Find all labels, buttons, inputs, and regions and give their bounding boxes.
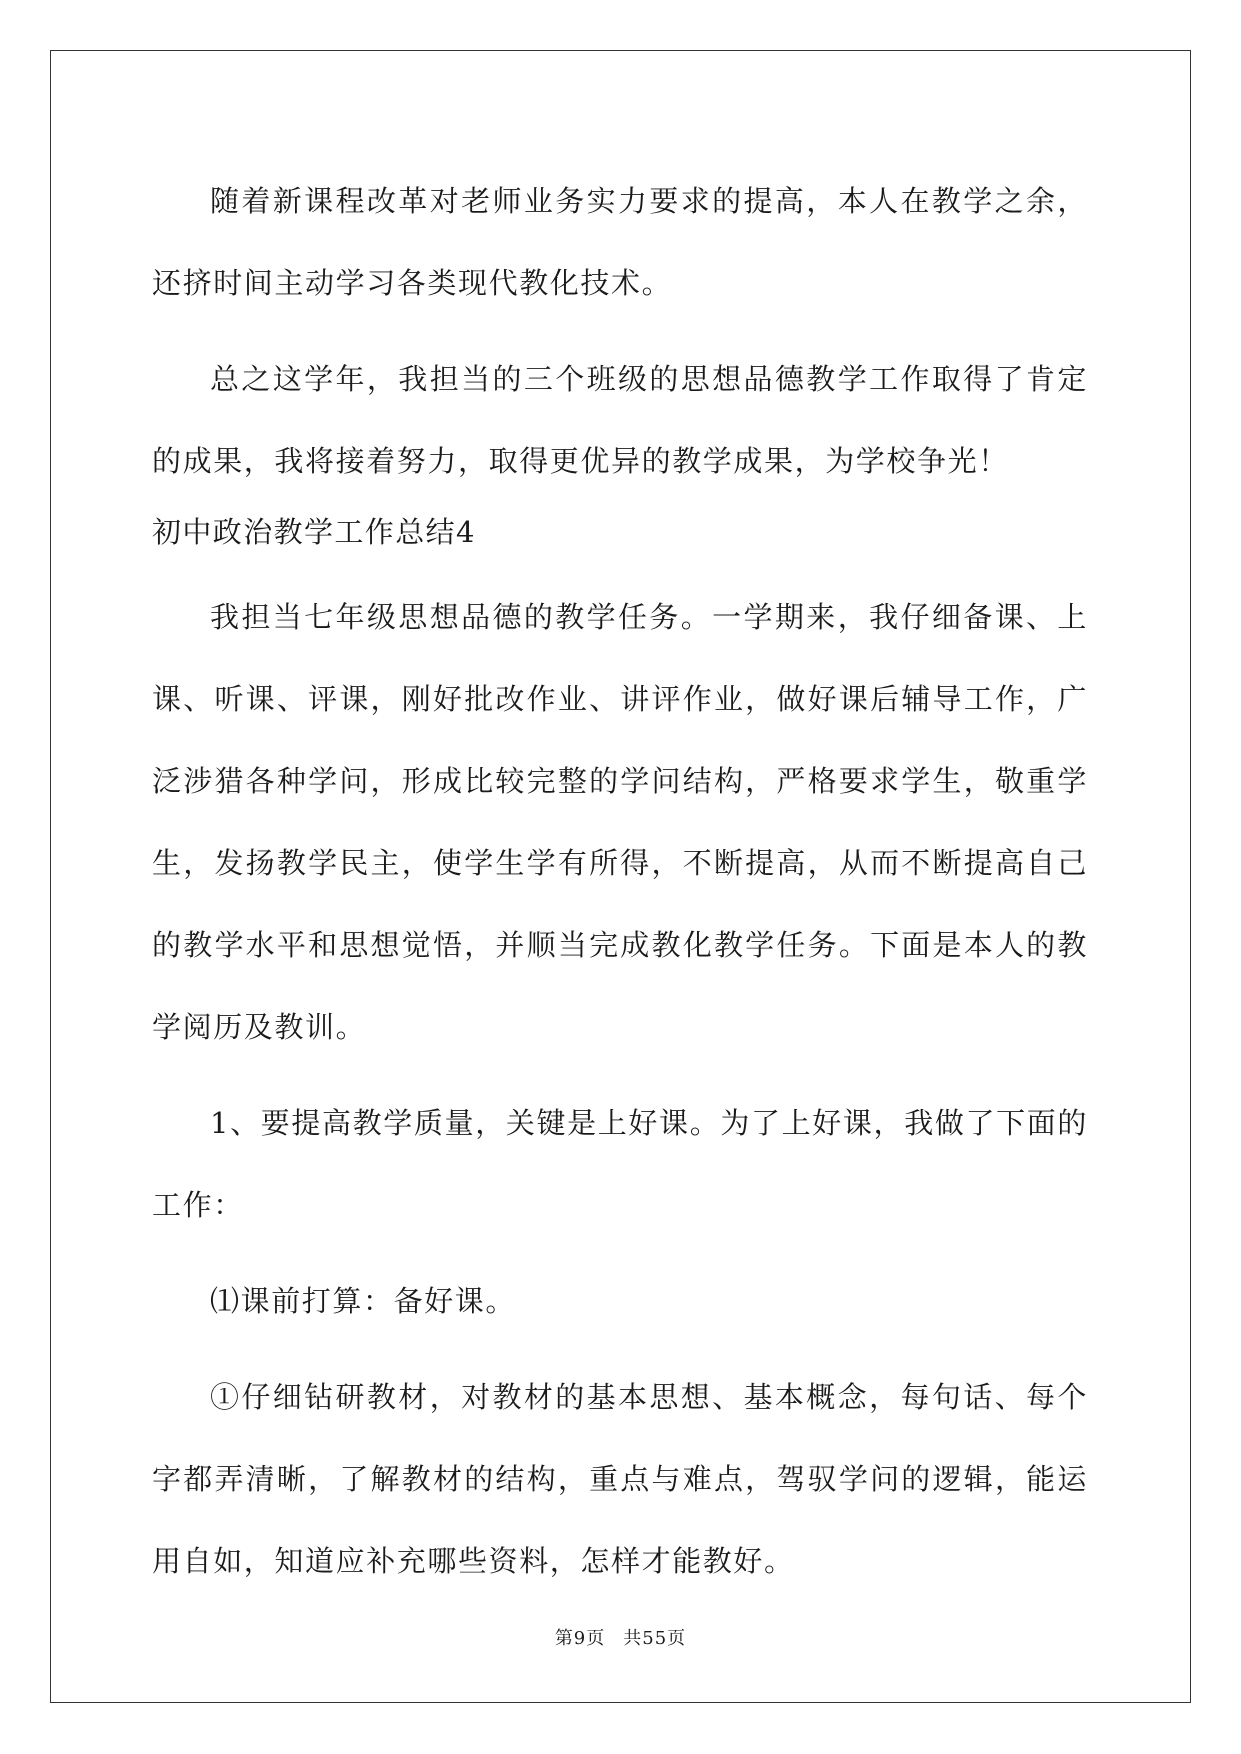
paragraph: 总之这学年，我担当的三个班级的思想品德教学工作取得了肯定的成果，我将接着努力，取得更优异的教学成果，为学校争光！ — [152, 362, 1088, 478]
paragraph: ⑴课前打算：备好课。 — [210, 1284, 517, 1318]
paragraph: 我担当七年级思想品德的教学任务。一学期来，我仔细备课、上课、听课、评课，刚好批改作业、讲评作业，做好课后辅导工作，广泛涉猎各种学问，形成比较完整的学问结构，严格要求学生，敬重学生，发扬教学民主，使学生学有所得，不断提高，从而不断提高自己的教学水平和思想觉悟，并顺当完成教化教学任务。下面是本人的教学阅历及教训。 — [152, 600, 1088, 1044]
paragraph: ①仔细钻研教材，对教材的基本思想、基本概念，每句话、每个字都弄清晰，了解教材的结构，重点与难点，驾驭学问的逻辑，能运用自如，知道应补充哪些资料，怎样才能教好。 — [152, 1380, 1088, 1578]
current-page-number: 第9页 — [554, 1628, 606, 1649]
paragraph: 1、要提高教学质量，关键是上好课。为了上好课，我做了下面的工作： — [152, 1106, 1088, 1222]
document-body — [152, 160, 1088, 1616]
paragraph: 随着新课程改革对老师业务实力要求的提高，本人在教学之余，还挤时间主动学习各类现代教化技术。 — [152, 184, 1088, 300]
page-footer — [0, 1624, 1241, 1650]
section-heading: 初中政治教学工作总结4 — [152, 515, 476, 549]
total-pages: 共55页 — [623, 1628, 687, 1649]
